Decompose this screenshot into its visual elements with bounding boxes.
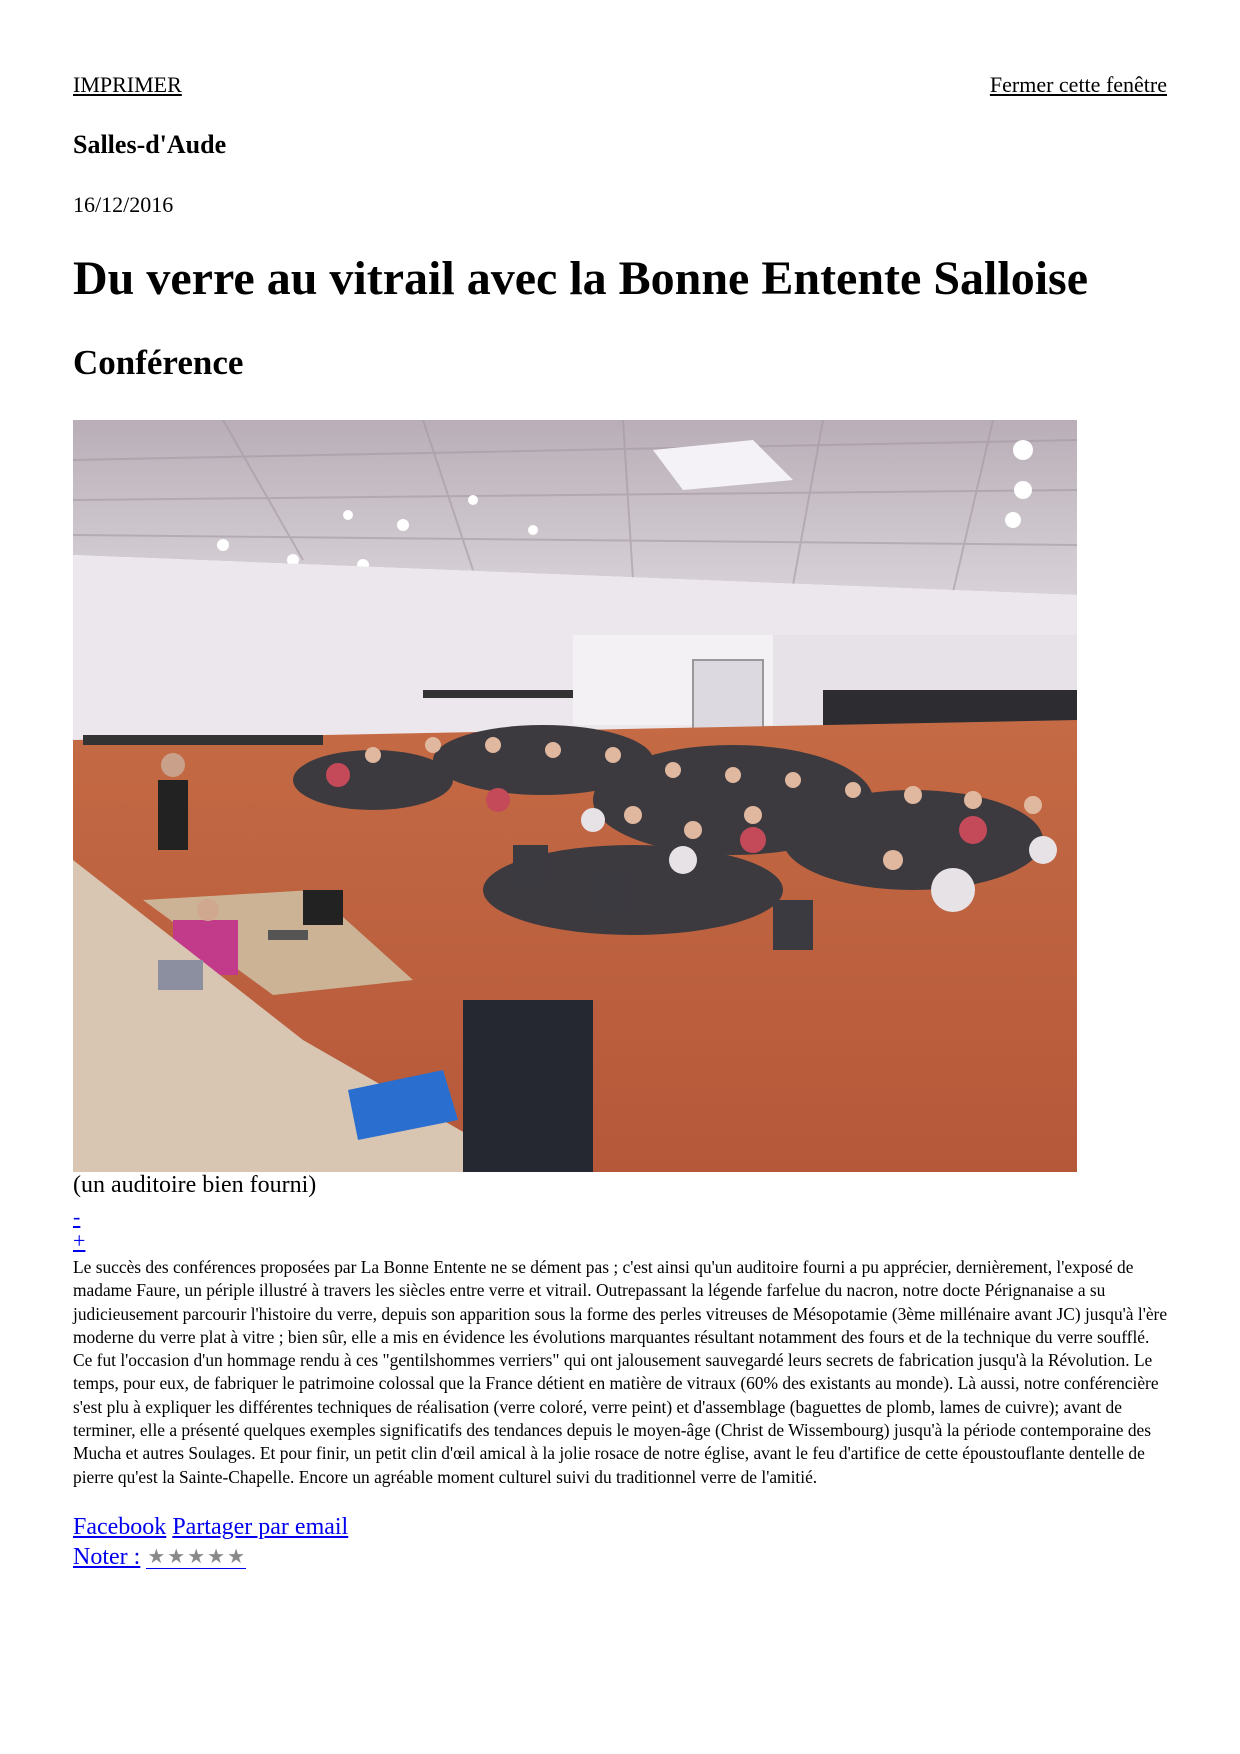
email-share-link[interactable]: Partager par email — [172, 1514, 349, 1540]
close-window-link[interactable]: Fermer cette fenêtre — [989, 72, 1167, 97]
font-increase-link[interactable]: + — [73, 1228, 86, 1253]
rating-widget — [73, 1544, 246, 1571]
font-decrease-link[interactable]: - — [73, 1204, 81, 1229]
star-icon[interactable]: ★ — [227, 1546, 245, 1568]
print-link[interactable]: IMPRIMER — [73, 72, 182, 97]
facebook-share-link[interactable]: Facebook — [73, 1514, 167, 1540]
star-icon[interactable]: ★ — [207, 1546, 226, 1568]
article-subtitle: Conférence — [73, 343, 244, 382]
star-icon[interactable]: ★ — [167, 1546, 186, 1568]
top-bar — [73, 72, 1167, 102]
star-icon[interactable]: ★ — [147, 1546, 166, 1568]
article-photo — [73, 420, 1077, 1172]
rating-stars — [146, 1546, 246, 1569]
share-links — [73, 1514, 348, 1541]
article-date: 16/12/2016 — [73, 192, 174, 217]
article-title: Du verre au vitrail avec la Bonne Entente Salloise — [73, 252, 1089, 305]
rating-label[interactable]: Noter : — [73, 1544, 141, 1570]
star-icon[interactable]: ★ — [187, 1546, 206, 1568]
article-body: Le succès des conférences proposées par La Bonne Entente ne se dément pas ; c'est ainsi qu'un auditoire fourni a pu apprécier, dernièrement, l'exposé de madame Faure, un périple illustré à travers les siècles entre verre et vitrail. Outrepassant la légende farfelue du nacron, notre docte Pérignanaise a su judicieusement parcourir l'histoire du verre, depuis son apparition sous la forme des perles vitreuses de Mésopotamie (3ème millénaire avant JC) jusqu'à l'ère moderne du verre plat à vitre ; bien sûr, elle a mis en évidence les évolutions marquantes résultant notamment des fours et de la technique du verre soufflé. Ce fut l'occasion d'un hommage rendu à ces "gentilshommes verriers" qui ont jalousement sauvegardé leurs secrets de fabrication jusqu'à la Révolution. Le temps, pour eux, de fabriquer le patrimoine colossal que la France détient en matière de vitraux (60% des existants au monde). Là aussi, notre conférencière s'est plu à expliquer les différentes techniques de réalisation (verre coloré, verre peint) et d'assemblage (baguettes de plomb, lames de cuivre); avant de terminer, elle a présenté quelques exemples significatifs des tendances depuis le moyen-âge (Christ de Wissembourg) jusqu'à la période contemporaine des Mucha et autres Soulages. Et pour finir, un petit clin d'œil amical à la jolie rosace de notre église, avant le feu d'artifice de cette époustouflante dentelle de pierre qu'est la Sainte-Chapelle. Encore un agréable moment culturel suivi du traditionnel verre de l'amitié. — [73, 1257, 1168, 1487]
photo-caption: (un auditoire bien fourni) — [73, 1172, 317, 1198]
article-location: Salles-d'Aude — [73, 130, 227, 159]
